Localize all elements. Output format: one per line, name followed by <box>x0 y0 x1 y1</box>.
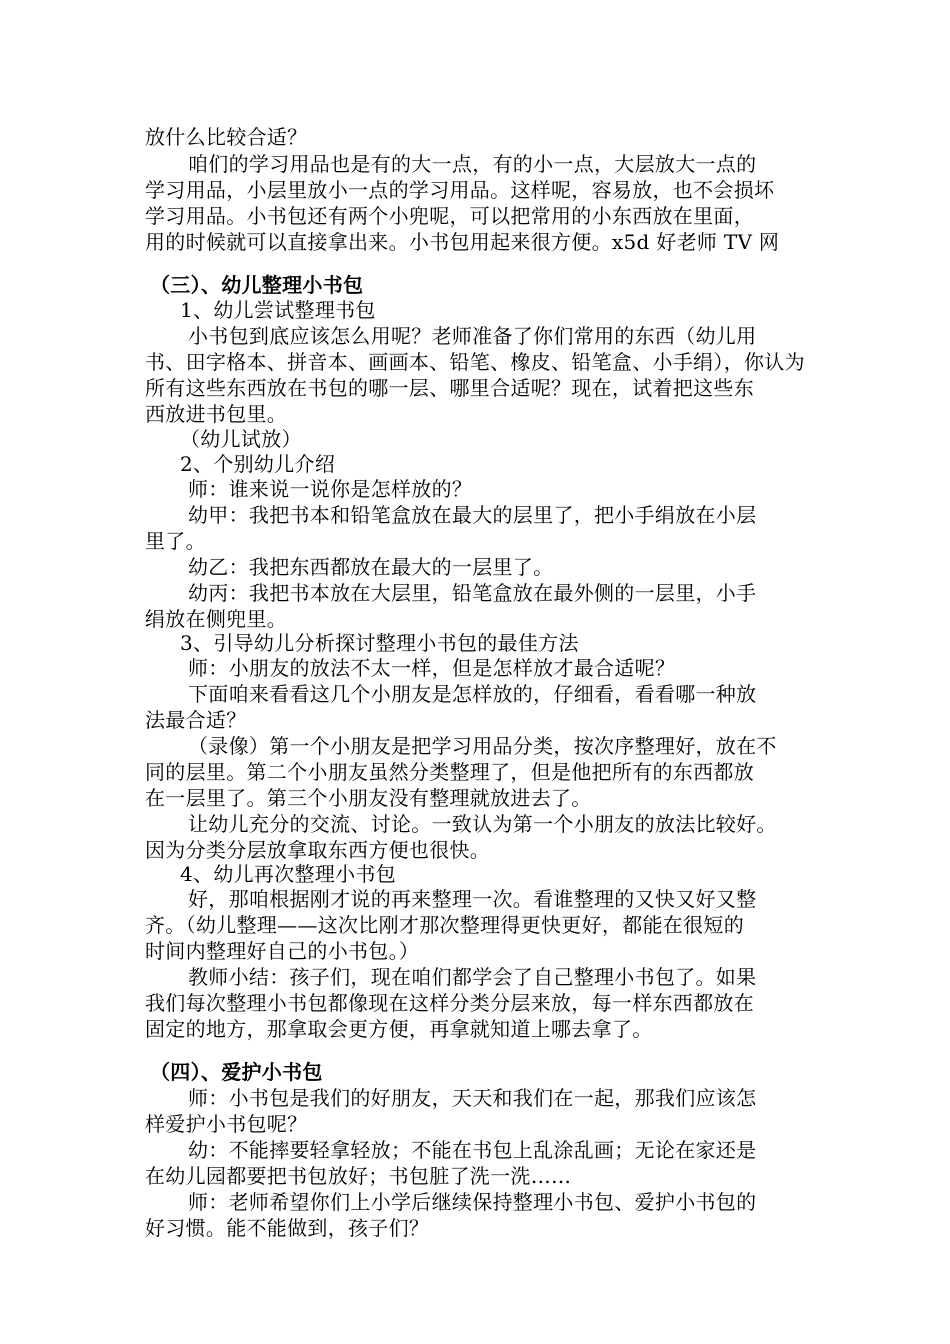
subsection-heading: 3、引导幼儿分析探讨整理小书包的最佳方法 <box>180 631 579 655</box>
text-line: （幼儿试放） <box>180 427 302 451</box>
text-line: 师：小书包是我们的好朋友，天天和我们在一起，那我们应该怎 <box>188 1086 757 1110</box>
text-line: 所有这些东西放在书包的哪一层、哪里合适呢？现在，试着把这些东 <box>145 376 754 400</box>
text-line: 放什么比较合适？ <box>145 125 308 149</box>
text-line: 幼甲：我把书本和铅笔盒放在最大的层里了，把小手绢放在小层 <box>188 503 757 527</box>
text-line: 幼乙：我把东西都放在最大的一层里了。 <box>188 555 554 579</box>
text-line: 咱们的学习用品也是有的大一点，有的小一点，大层放大一点的 <box>188 152 757 176</box>
text-line: 齐。（幼儿整理——这次比刚才那次整理得更快更好，都能在很短的 <box>145 913 744 937</box>
text-line: 样爱护小书包呢？ <box>145 1112 308 1136</box>
text-line: 在一层里了。第三个小朋友没有整理就放进去了。 <box>145 786 592 810</box>
section-heading: （三）、幼儿整理小书包 <box>150 273 364 297</box>
text-line: 我们每次整理小书包都像现在这样分类分层来放，每一样东西都放在 <box>145 991 754 1015</box>
section-heading: （四）、爱护小书包 <box>150 1060 323 1084</box>
text-line: 固定的地方，那拿取会更方便，再拿就知道上哪去拿了。 <box>145 1017 653 1041</box>
text-line: 同的层里。第二个小朋友虽然分类整理了，但是他把所有的东西都放 <box>145 760 754 784</box>
subsection-heading: 1、幼儿尝试整理书包 <box>180 298 376 322</box>
subsection-heading: 4、幼儿再次整理小书包 <box>180 862 397 886</box>
text-line: 绢放在侧兜里。 <box>145 607 288 631</box>
text-line: 师：谁来说一说你是怎样放的？ <box>188 477 473 501</box>
text-line: 让幼儿充分的交流、讨论。一致认为第一个小朋友的放法比较好。 <box>188 812 777 836</box>
text-line: 书、田字格本、拼音本、画画本、铅笔、橡皮、铅笔盒、小手绢），你认为 <box>145 350 805 374</box>
text-line: 学习用品。小书包还有两个小兜呢，可以把常用的小东西放在里面， <box>145 204 754 228</box>
text-line: 幼丙：我把书本放在大层里，铅笔盒放在最外侧的一层里，小手 <box>188 581 757 605</box>
text-line: 好习惯。能不能做到，孩子们？ <box>145 1216 430 1240</box>
text-line: 学习用品，小层里放小一点的学习用品。这样呢，容易放，也不会损坏 <box>145 178 775 202</box>
text-line: 教师小结：孩子们，现在咱们都学会了自己整理小书包了。如果 <box>188 965 757 989</box>
text-line: 下面咱来看看这几个小朋友是怎样放的，仔细看，看看哪一种放 <box>188 682 757 706</box>
text-line: 师：老师希望你们上小学后继续保持整理小书包、爱护小书包的 <box>188 1190 757 1214</box>
text-line: 因为分类分层放拿取东西方便也很快。 <box>145 838 491 862</box>
text-line: 好，那咱根据刚才说的再来整理一次。看谁整理的又快又好又整 <box>188 887 757 911</box>
text-line: 用的时候就可以直接拿出来。小书包用起来很方便。x5d 好老师 TV 网 <box>145 230 780 254</box>
text-line: 里了。 <box>145 529 206 553</box>
text-line: 幼：不能摔要轻拿轻放；不能在书包上乱涂乱画；无论在家还是 <box>188 1138 757 1162</box>
text-line: （录像）第一个小朋友是把学习用品分类，按次序整理好，放在不 <box>188 734 777 758</box>
subsection-heading: 2、个别幼儿介绍 <box>180 452 336 476</box>
text-line: 师：小朋友的放法不太一样，但是怎样放才最合适呢？ <box>188 656 676 680</box>
text-line: 时间内整理好自己的小书包。） <box>145 939 420 963</box>
text-line: 在幼儿园都要把书包放好；书包脏了洗一洗…… <box>145 1164 572 1188</box>
text-line: 法最合适？ <box>145 708 247 732</box>
text-line: 小书包到底应该怎么用呢？老师准备了你们常用的东西（幼儿用 <box>188 324 757 348</box>
text-line: 西放进书包里。 <box>145 402 288 426</box>
